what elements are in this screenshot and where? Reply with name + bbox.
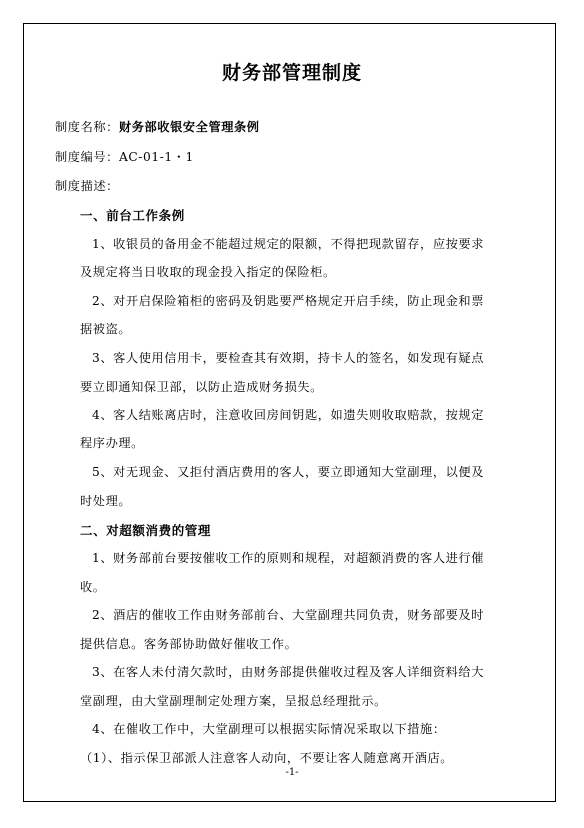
policy-number-label: 制度编号： xyxy=(55,150,119,164)
clause-line: 提供信息。客务部协助做好催收工作。 xyxy=(80,637,298,651)
clause-line: 4、在催收工作中，大堂副理可以根据实际情况采取以下措施： xyxy=(92,722,446,736)
clause-line: 2、酒店的催收工作由财务部前台、大堂副理共同负责，财务部要及时 xyxy=(92,608,484,622)
page-number: -1- xyxy=(285,767,299,778)
policy-name-label: 制度名称： xyxy=(55,120,119,134)
section-heading-1: 一、前台工作条例 xyxy=(80,208,185,223)
clause-line: 程序办理。 xyxy=(80,436,144,450)
clause-line: 3、客人使用信用卡，要检查其有效期，持卡人的签名，如发现有疑点 xyxy=(92,351,484,365)
clause-line: 2、对开启保险箱柜的密码及钥匙要严格规定开启手续，防止现金和票 xyxy=(92,294,484,308)
clause-line: 收。 xyxy=(80,580,106,594)
clause-line: 1、财务部前台要按催收工作的原则和规程，对超额消费的客人进行催 xyxy=(92,551,484,565)
clause-line: 要立即通知保卫部，以防止造成财务损失。 xyxy=(80,380,323,394)
clause-line: 时处理。 xyxy=(80,494,132,508)
sub-clause-line: （1）、指示保卫部派人注意客人动向，不要让客人随意离开酒店。 xyxy=(80,751,454,765)
page-title: 财务部管理制度 xyxy=(221,62,362,84)
clause-line: 4、客人结账离店时，注意收回房间钥匙，如遗失则收取赔款，按规定 xyxy=(92,408,484,422)
clause-line: 及规定将当日收取的现金投入指定的保险柜。 xyxy=(80,265,336,279)
policy-desc-label: 制度描述： xyxy=(55,179,119,193)
clause-line: 3、在客人未付清欠款时，由财务部提供催收过程及客人详细资料给大 xyxy=(92,665,484,679)
policy-name-value: 财务部收银安全管理条例 xyxy=(118,120,260,134)
policy-name-row xyxy=(55,118,260,135)
clause-line: 据被盗。 xyxy=(80,322,132,336)
clause-line: 1、收银员的备用金不能超过规定的限额，不得把现款留存，应按要求 xyxy=(92,237,484,251)
policy-number-row xyxy=(55,148,194,165)
clause-line: 5、对无现金、又拒付酒店费用的客人，要立即通知大堂副理，以便及 xyxy=(92,465,484,479)
policy-number-value: AC-01-1・1 xyxy=(118,150,194,164)
section-heading-2: 二、对超额消费的管理 xyxy=(80,523,212,538)
clause-line: 堂副理，由大堂副理制定处理方案，呈报总经理批示。 xyxy=(80,694,387,708)
